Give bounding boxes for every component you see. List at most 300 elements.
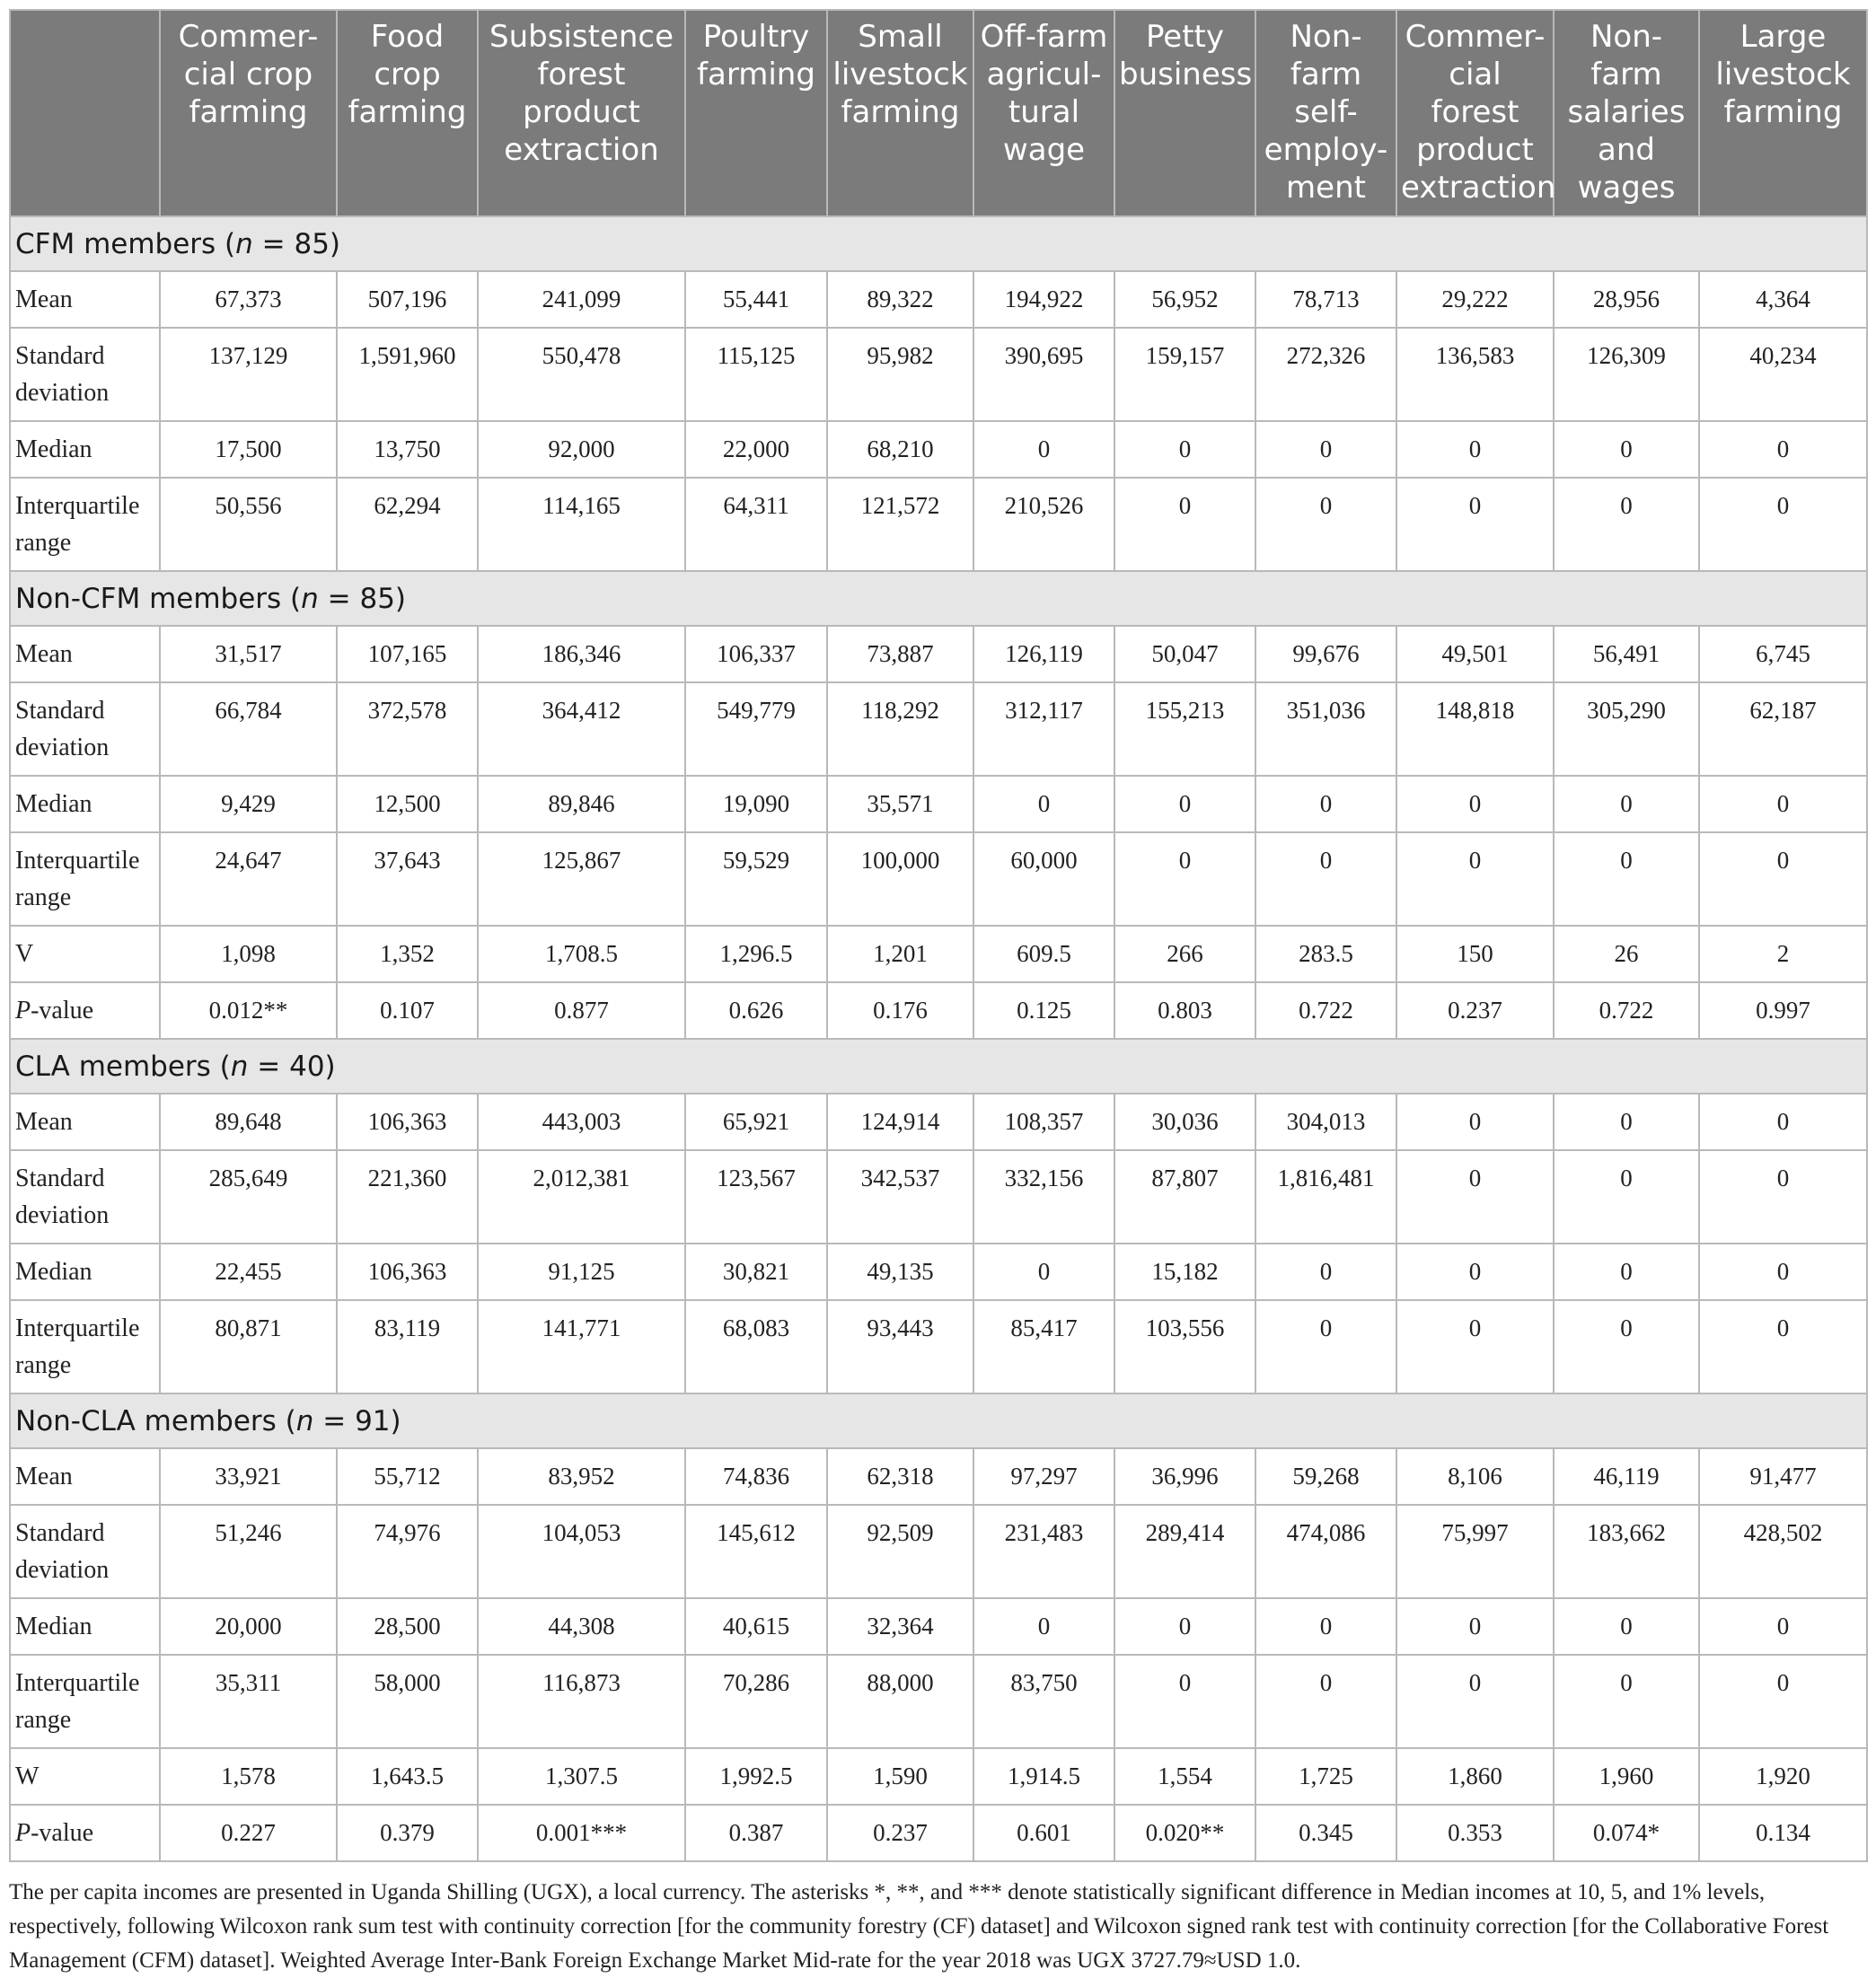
table-cell: 12,500 — [337, 776, 478, 832]
table-cell: 231,483 — [973, 1505, 1114, 1598]
table-row — [10, 1448, 1867, 1505]
table-cell: 80,871 — [160, 1300, 337, 1393]
table-row — [10, 328, 1867, 421]
table-cell: 35,311 — [160, 1655, 337, 1748]
table-cell: 95,982 — [827, 328, 973, 421]
table-cell: 46,119 — [1554, 1448, 1699, 1505]
table-cell: 194,922 — [973, 271, 1114, 328]
col-header: Non-farm self-employ-ment — [1255, 10, 1396, 216]
table-cell: 49,135 — [827, 1244, 973, 1300]
table-cell: 60,000 — [973, 832, 1114, 926]
table-row — [10, 1150, 1867, 1244]
table-cell: 89,322 — [827, 271, 973, 328]
row-label: Interquartile range — [10, 1655, 160, 1748]
table-cell: 241,099 — [478, 271, 685, 328]
table-cell: 0.387 — [685, 1805, 827, 1861]
table-cell: 0 — [1554, 832, 1699, 926]
row-label: Interquartile range — [10, 478, 160, 571]
table-row — [10, 1748, 1867, 1805]
table-row — [10, 1094, 1867, 1150]
table-cell: 0.107 — [337, 982, 478, 1039]
section-title — [10, 1393, 1867, 1448]
table-cell: 148,818 — [1396, 682, 1554, 776]
section-title — [10, 216, 1867, 271]
table-cell: 50,047 — [1114, 626, 1255, 682]
table-cell: 55,441 — [685, 271, 827, 328]
table-cell: 141,771 — [478, 1300, 685, 1393]
table-cell: 1,708.5 — [478, 926, 685, 982]
table-cell: 89,648 — [160, 1094, 337, 1150]
table-cell: 1,643.5 — [337, 1748, 478, 1805]
table-cell: 0 — [1114, 478, 1255, 571]
table-cell: 15,182 — [1114, 1244, 1255, 1300]
table-cell: 136,583 — [1396, 328, 1554, 421]
table-cell: 0 — [1699, 1094, 1867, 1150]
table-cell: 68,210 — [827, 421, 973, 478]
table-cell: 0 — [1114, 1655, 1255, 1748]
table-cell: 0 — [1396, 1655, 1554, 1748]
table-cell: 0.001*** — [478, 1805, 685, 1861]
table-cell: 40,234 — [1699, 328, 1867, 421]
table-cell: 0 — [1396, 832, 1554, 926]
table-cell: 550,478 — [478, 328, 685, 421]
table-cell: 33,921 — [160, 1448, 337, 1505]
table-cell: 28,500 — [337, 1598, 478, 1655]
table-cell: 2 — [1699, 926, 1867, 982]
table-cell: 74,976 — [337, 1505, 478, 1598]
table-cell: 40,615 — [685, 1598, 827, 1655]
row-label: Median — [10, 421, 160, 478]
table-row — [10, 832, 1867, 926]
table-cell: 123,567 — [685, 1150, 827, 1244]
col-header: Commer-cial crop farming — [160, 10, 337, 216]
table-cell: 56,952 — [1114, 271, 1255, 328]
table-cell: 0.345 — [1255, 1805, 1396, 1861]
table-cell: 0 — [973, 1598, 1114, 1655]
table-cell: 9,429 — [160, 776, 337, 832]
table-cell: 93,443 — [827, 1300, 973, 1393]
table-cell: 0 — [1255, 776, 1396, 832]
table-cell: 364,412 — [478, 682, 685, 776]
section-title-prefix: Non-CLA members ( — [15, 1405, 296, 1437]
table-row — [10, 682, 1867, 776]
section-header-row — [10, 1393, 1867, 1448]
table-cell: 0 — [1699, 1150, 1867, 1244]
table-cell: 55,712 — [337, 1448, 478, 1505]
table-cell: 50,556 — [160, 478, 337, 571]
table-cell: 62,294 — [337, 478, 478, 571]
table-cell: 0.722 — [1255, 982, 1396, 1039]
table-cell: 312,117 — [973, 682, 1114, 776]
table-cell: 390,695 — [973, 328, 1114, 421]
table-cell: 0 — [1114, 1598, 1255, 1655]
table-cell: 1,352 — [337, 926, 478, 982]
table-cell: 115,125 — [685, 328, 827, 421]
row-label: V — [10, 926, 160, 982]
table-cell: 0 — [1554, 1150, 1699, 1244]
table-cell: 83,952 — [478, 1448, 685, 1505]
table-cell: 221,360 — [337, 1150, 478, 1244]
table-cell: 272,326 — [1255, 328, 1396, 421]
table-cell: 1,296.5 — [685, 926, 827, 982]
table-cell: 609.5 — [973, 926, 1114, 982]
table-cell: 36,996 — [1114, 1448, 1255, 1505]
section-title-suffix: = 85) — [318, 583, 407, 615]
table-cell: 0.997 — [1699, 982, 1867, 1039]
table-cell: 0.379 — [337, 1805, 478, 1861]
table-cell: 59,268 — [1255, 1448, 1396, 1505]
row-label: Standard deviation — [10, 1505, 160, 1598]
table-cell: 0 — [1554, 478, 1699, 571]
table-cell: 73,887 — [827, 626, 973, 682]
table-cell: 24,647 — [160, 832, 337, 926]
table-row — [10, 1300, 1867, 1393]
section-title-n: n — [301, 583, 319, 615]
section-title-n: n — [230, 1051, 249, 1083]
table-cell: 91,125 — [478, 1244, 685, 1300]
table-cell: 104,053 — [478, 1505, 685, 1598]
col-header: Subsistence forest product extraction — [478, 10, 685, 216]
table-cell: 106,363 — [337, 1094, 478, 1150]
row-label: Median — [10, 1244, 160, 1300]
table-cell: 62,318 — [827, 1448, 973, 1505]
table-cell: 342,537 — [827, 1150, 973, 1244]
table-cell: 1,307.5 — [478, 1748, 685, 1805]
table-cell: 0.353 — [1396, 1805, 1554, 1861]
table-cell: 28,956 — [1554, 271, 1699, 328]
col-header: Petty business — [1114, 10, 1255, 216]
row-label: Standard deviation — [10, 328, 160, 421]
table-cell: 0 — [1114, 776, 1255, 832]
section-title-prefix: CLA members ( — [15, 1051, 231, 1083]
table-cell: 1,860 — [1396, 1748, 1554, 1805]
table-cell: 0 — [1255, 1598, 1396, 1655]
table-cell: 0.877 — [478, 982, 685, 1039]
table-cell: 0.074* — [1554, 1805, 1699, 1861]
table-cell: 186,346 — [478, 626, 685, 682]
table-cell: 85,417 — [973, 1300, 1114, 1393]
table-cell: 0 — [1396, 1244, 1554, 1300]
table-cell: 1,816,481 — [1255, 1150, 1396, 1244]
table-cell: 99,676 — [1255, 626, 1396, 682]
table-cell: 100,000 — [827, 832, 973, 926]
col-header: Off-farm agricul-tural wage — [973, 10, 1114, 216]
table-cell: 304,013 — [1255, 1094, 1396, 1150]
table-cell: 0.227 — [160, 1805, 337, 1861]
table-cell: 0.803 — [1114, 982, 1255, 1039]
row-label: Standard deviation — [10, 1150, 160, 1244]
table-cell: 78,713 — [1255, 271, 1396, 328]
table-cell: 1,554 — [1114, 1748, 1255, 1805]
table-cell: 507,196 — [337, 271, 478, 328]
section-title-suffix: = 40) — [248, 1051, 336, 1083]
table-cell: 35,571 — [827, 776, 973, 832]
table-cell: 0 — [1114, 421, 1255, 478]
table-cell: 0.722 — [1554, 982, 1699, 1039]
table-container — [9, 9, 1866, 1978]
table-cell: 75,997 — [1396, 1505, 1554, 1598]
section-title — [10, 1039, 1867, 1094]
table-cell: 65,921 — [685, 1094, 827, 1150]
table-cell: 30,821 — [685, 1244, 827, 1300]
table-cell: 1,725 — [1255, 1748, 1396, 1805]
table-cell: 0 — [1255, 421, 1396, 478]
row-label-italic: P — [15, 1819, 31, 1847]
table-cell: 0 — [1554, 1300, 1699, 1393]
table-cell: 26 — [1554, 926, 1699, 982]
table-cell: 0.237 — [1396, 982, 1554, 1039]
table-cell: 56,491 — [1554, 626, 1699, 682]
table-cell: 1,920 — [1699, 1748, 1867, 1805]
table-cell: 305,290 — [1554, 682, 1699, 776]
table-cell: 0 — [1699, 478, 1867, 571]
table-cell: 1,578 — [160, 1748, 337, 1805]
table-cell: 103,556 — [1114, 1300, 1255, 1393]
section-header-row — [10, 571, 1867, 626]
table-cell: 70,286 — [685, 1655, 827, 1748]
table-cell: 351,036 — [1255, 682, 1396, 776]
table-cell: 549,779 — [685, 682, 827, 776]
table-row — [10, 1805, 1867, 1861]
table-cell: 87,807 — [1114, 1150, 1255, 1244]
table-cell: 1,591,960 — [337, 328, 478, 421]
table-cell: 126,119 — [973, 626, 1114, 682]
table-cell: 13,750 — [337, 421, 478, 478]
table-cell: 8,106 — [1396, 1448, 1554, 1505]
table-cell: 0 — [973, 1244, 1114, 1300]
col-header: Non-farm salaries and wages — [1554, 10, 1699, 216]
table-cell: 44,308 — [478, 1598, 685, 1655]
table-cell: 0 — [1396, 776, 1554, 832]
table-cell: 22,000 — [685, 421, 827, 478]
table-cell: 106,363 — [337, 1244, 478, 1300]
table-cell: 0 — [1699, 776, 1867, 832]
row-label-rest: -value — [31, 1819, 94, 1847]
table-cell: 145,612 — [685, 1505, 827, 1598]
table-row — [10, 1655, 1867, 1748]
row-label-rest: -value — [31, 997, 94, 1024]
table-cell: 31,517 — [160, 626, 337, 682]
table-cell: 4,364 — [1699, 271, 1867, 328]
table-cell: 83,119 — [337, 1300, 478, 1393]
header-empty — [10, 10, 160, 216]
section-title-suffix: = 85) — [252, 228, 341, 260]
table-cell: 66,784 — [160, 682, 337, 776]
section-header-row — [10, 216, 1867, 271]
table-cell: 1,914.5 — [973, 1748, 1114, 1805]
table-row — [10, 478, 1867, 571]
section-title-prefix: CFM members ( — [15, 228, 236, 260]
row-label: Mean — [10, 1448, 160, 1505]
table-row — [10, 1244, 1867, 1300]
table-cell: 91,477 — [1699, 1448, 1867, 1505]
table-cell: 17,500 — [160, 421, 337, 478]
row-label: Interquartile range — [10, 1300, 160, 1393]
table-cell: 0 — [1255, 1244, 1396, 1300]
table-cell: 114,165 — [478, 478, 685, 571]
table-cell: 0 — [1255, 478, 1396, 571]
table-cell: 0 — [1699, 1300, 1867, 1393]
table-cell: 0 — [1554, 421, 1699, 478]
table-cell: 1,098 — [160, 926, 337, 982]
table-footnote: The per capita incomes are presented in Uganda Shilling (UGX), a local currency. The asterisks *, **, and *** denote statistically significant difference in Median incomes at 10, 5, and 1% levels, respectively, following Wilcoxon rank sum test with continuity correction [for the community forestry (CF) dataset] and Wilcoxon signed rank test with continuity correction [for the Collaborative Forest Management (CFM) dataset]. Weighted Average Inter-Bank Foreign Exchange Market Mid-rate for the year 2018 was UGX 3727.79≈USD 1.0. — [9, 1880, 1829, 1973]
table-cell: 0.176 — [827, 982, 973, 1039]
table-row — [10, 421, 1867, 478]
row-label: Median — [10, 776, 160, 832]
table-cell: 0 — [1396, 1598, 1554, 1655]
table-row — [10, 1505, 1867, 1598]
table-cell: 118,292 — [827, 682, 973, 776]
table-cell: 0 — [1396, 421, 1554, 478]
table-cell: 121,572 — [827, 478, 973, 571]
table-cell: 1,590 — [827, 1748, 973, 1805]
table-cell: 116,873 — [478, 1655, 685, 1748]
row-label: Mean — [10, 626, 160, 682]
section-title-suffix: = 91) — [313, 1405, 401, 1437]
table-cell: 92,000 — [478, 421, 685, 478]
table-cell: 58,000 — [337, 1655, 478, 1748]
col-header: Small livestock farming — [827, 10, 973, 216]
table-cell: 0.012** — [160, 982, 337, 1039]
table-cell: 428,502 — [1699, 1505, 1867, 1598]
table-cell: 0 — [1255, 1655, 1396, 1748]
row-label: Median — [10, 1598, 160, 1655]
table-cell: 372,578 — [337, 682, 478, 776]
table-cell: 266 — [1114, 926, 1255, 982]
table-cell: 0 — [1255, 832, 1396, 926]
table-cell: 0 — [1699, 832, 1867, 926]
section-title-prefix: Non-CFM members ( — [15, 583, 302, 615]
table-cell: 92,509 — [827, 1505, 973, 1598]
table-cell: 0 — [973, 421, 1114, 478]
table-cell: 125,867 — [478, 832, 685, 926]
table-cell: 32,364 — [827, 1598, 973, 1655]
table-cell: 1,201 — [827, 926, 973, 982]
row-label: W — [10, 1748, 160, 1805]
table-cell: 97,297 — [973, 1448, 1114, 1505]
table-cell: 30,036 — [1114, 1094, 1255, 1150]
table-cell: 332,156 — [973, 1150, 1114, 1244]
table-cell: 1,992.5 — [685, 1748, 827, 1805]
table-cell: 83,750 — [973, 1655, 1114, 1748]
section-title — [10, 571, 1867, 626]
table-cell: 19,090 — [685, 776, 827, 832]
table-cell: 74,836 — [685, 1448, 827, 1505]
table-cell: 0 — [1554, 1244, 1699, 1300]
col-header: Commer-cial forest product extraction — [1396, 10, 1554, 216]
table-cell: 59,529 — [685, 832, 827, 926]
col-header: Poultry farming — [685, 10, 827, 216]
table-cell: 20,000 — [160, 1598, 337, 1655]
header-row — [10, 10, 1867, 216]
table-cell: 210,526 — [973, 478, 1114, 571]
table-row — [10, 271, 1867, 328]
col-header: Food crop farming — [337, 10, 478, 216]
table-cell: 0 — [1396, 478, 1554, 571]
table-cell: 283.5 — [1255, 926, 1396, 982]
table-cell: 0 — [1396, 1094, 1554, 1150]
table-cell: 88,000 — [827, 1655, 973, 1748]
table-cell: 0 — [1554, 1598, 1699, 1655]
table-cell: 155,213 — [1114, 682, 1255, 776]
table-row — [10, 776, 1867, 832]
table-cell: 0.125 — [973, 982, 1114, 1039]
row-label: Standard deviation — [10, 682, 160, 776]
table-cell: 0 — [1255, 1300, 1396, 1393]
table-cell: 89,846 — [478, 776, 685, 832]
table-cell: 1,960 — [1554, 1748, 1699, 1805]
table-cell: 22,455 — [160, 1244, 337, 1300]
table-cell: 0 — [1554, 776, 1699, 832]
section-header-row — [10, 1039, 1867, 1094]
row-label — [10, 982, 160, 1039]
table-cell: 289,414 — [1114, 1505, 1255, 1598]
table-cell: 106,337 — [685, 626, 827, 682]
income-table — [9, 9, 1868, 1862]
table-cell: 0.626 — [685, 982, 827, 1039]
table-cell: 150 — [1396, 926, 1554, 982]
table-cell: 2,012,381 — [478, 1150, 685, 1244]
row-label: Interquartile range — [10, 832, 160, 926]
col-header: Large livestock farming — [1699, 10, 1867, 216]
table-cell: 183,662 — [1554, 1505, 1699, 1598]
table-cell: 0 — [1114, 832, 1255, 926]
table-cell: 49,501 — [1396, 626, 1554, 682]
table-cell: 29,222 — [1396, 271, 1554, 328]
table-cell: 108,357 — [973, 1094, 1114, 1150]
table-cell: 0 — [1554, 1655, 1699, 1748]
table-cell: 37,643 — [337, 832, 478, 926]
section-title-n: n — [295, 1405, 314, 1437]
row-label: Mean — [10, 271, 160, 328]
table-cell: 0 — [1396, 1300, 1554, 1393]
table-cell: 0 — [1554, 1094, 1699, 1150]
table-row — [10, 1598, 1867, 1655]
table-cell: 137,129 — [160, 328, 337, 421]
table-cell: 6,745 — [1699, 626, 1867, 682]
table-cell: 126,309 — [1554, 328, 1699, 421]
table-cell: 443,003 — [478, 1094, 685, 1150]
table-cell: 64,311 — [685, 478, 827, 571]
table-cell: 0 — [973, 776, 1114, 832]
section-title-n: n — [235, 228, 253, 260]
table-cell: 62,187 — [1699, 682, 1867, 776]
table-cell: 51,246 — [160, 1505, 337, 1598]
table-cell: 0 — [1396, 1150, 1554, 1244]
table-cell: 67,373 — [160, 271, 337, 328]
table-cell: 159,157 — [1114, 328, 1255, 421]
row-label — [10, 1805, 160, 1861]
table-cell: 124,914 — [827, 1094, 973, 1150]
table-cell: 0 — [1699, 1655, 1867, 1748]
table-cell: 0 — [1699, 421, 1867, 478]
table-row — [10, 982, 1867, 1039]
table-cell: 0 — [1699, 1244, 1867, 1300]
row-label: Mean — [10, 1094, 160, 1150]
table-body — [10, 216, 1867, 1861]
table-cell: 107,165 — [337, 626, 478, 682]
table-cell: 0.134 — [1699, 1805, 1867, 1861]
row-label-italic: P — [15, 997, 31, 1024]
table-cell: 68,083 — [685, 1300, 827, 1393]
table-cell: 285,649 — [160, 1150, 337, 1244]
table-cell: 0.601 — [973, 1805, 1114, 1861]
table-cell: 0 — [1699, 1598, 1867, 1655]
table-cell: 474,086 — [1255, 1505, 1396, 1598]
table-row — [10, 926, 1867, 982]
table-row — [10, 626, 1867, 682]
table-cell: 0.020** — [1114, 1805, 1255, 1861]
